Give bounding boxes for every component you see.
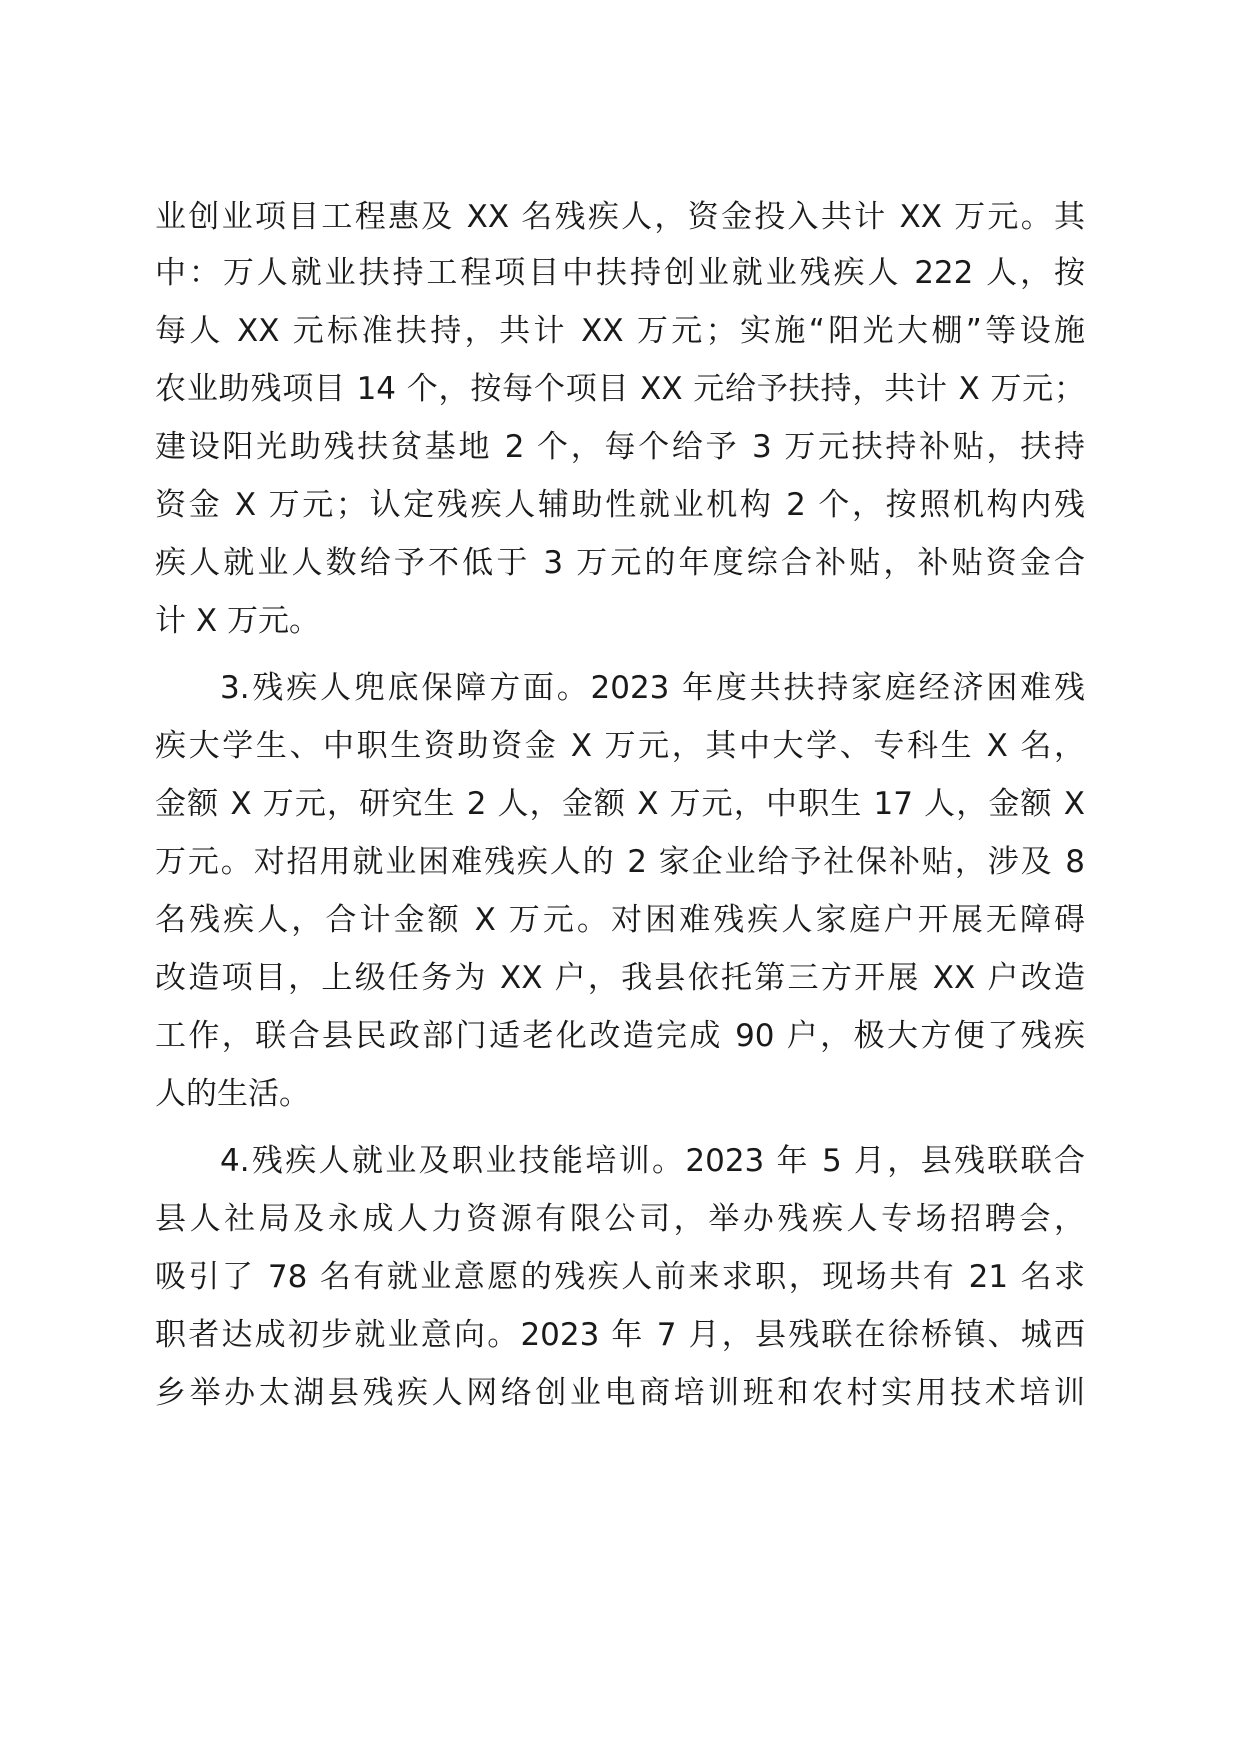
text-line: 职者达成初步就业意向。2023 年 7 月，县残联在徐桥镇、城西 (155, 1317, 1085, 1353)
text-line: 建设阳光助残扶贫基地 2 个，每个给予 3 万元扶持补贴，扶持 (155, 429, 1085, 465)
text-line: 计 X 万元。 (155, 603, 320, 639)
text-line: 中：万人就业扶持工程项目中扶持创业就业残疾人 222 人，按 (155, 255, 1085, 291)
text-line: 吸引了 78 名有就业意愿的残疾人前来求职，现场共有 21 名求 (155, 1259, 1085, 1295)
text-line: 3.残疾人兜底保障方面。2023 年度共扶持家庭经济困难残 (220, 670, 1085, 706)
text-line: 业创业项目工程惠及 XX 名残疾人，资金投入共计 XX 万元。其 (155, 199, 1085, 235)
text-line: 县人社局及永成人力资源有限公司，举办残疾人专场招聘会， (155, 1201, 1085, 1237)
text-line: 4.残疾人就业及职业技能培训。2023 年 5 月，县残联联合 (220, 1143, 1085, 1179)
text-line: 资金 X 万元；认定残疾人辅助性就业机构 2 个，按照机构内残 (155, 487, 1085, 523)
text-line: 万元。对招用就业困难残疾人的 2 家企业给予社保补贴，涉及 8 (155, 844, 1085, 880)
text-line: 工作，联合县民政部门适老化改造完成 90 户，极大方便了残疾 (155, 1018, 1085, 1054)
text-line: 疾大学生、中职生资助资金 X 万元，其中大学、专科生 X 名， (155, 728, 1085, 764)
text-line: 名残疾人，合计金额 X 万元。对困难残疾人家庭户开展无障碍 (155, 902, 1085, 938)
text-line: 改造项目，上级任务为 XX 户，我县依托第三方开展 XX 户改造 (155, 960, 1085, 996)
text-line: 乡举办太湖县残疾人网络创业电商培训班和农村实用技术培训 (155, 1375, 1085, 1411)
text-line: 金额 X 万元，研究生 2 人，金额 X 万元，中职生 17 人，金额 X (155, 786, 1085, 822)
text-line: 疾人就业人数给予不低于 3 万元的年度综合补贴，补贴资金合 (155, 545, 1085, 581)
text-line: 人的生活。 (155, 1076, 310, 1112)
text-line: 农业助残项目 14 个，按每个项目 XX 元给予扶持，共计 X 万元； (155, 371, 1085, 407)
text-line: 每人 XX 元标准扶持，共计 XX 万元；实施“阳光大棚”等设施 (155, 313, 1085, 349)
